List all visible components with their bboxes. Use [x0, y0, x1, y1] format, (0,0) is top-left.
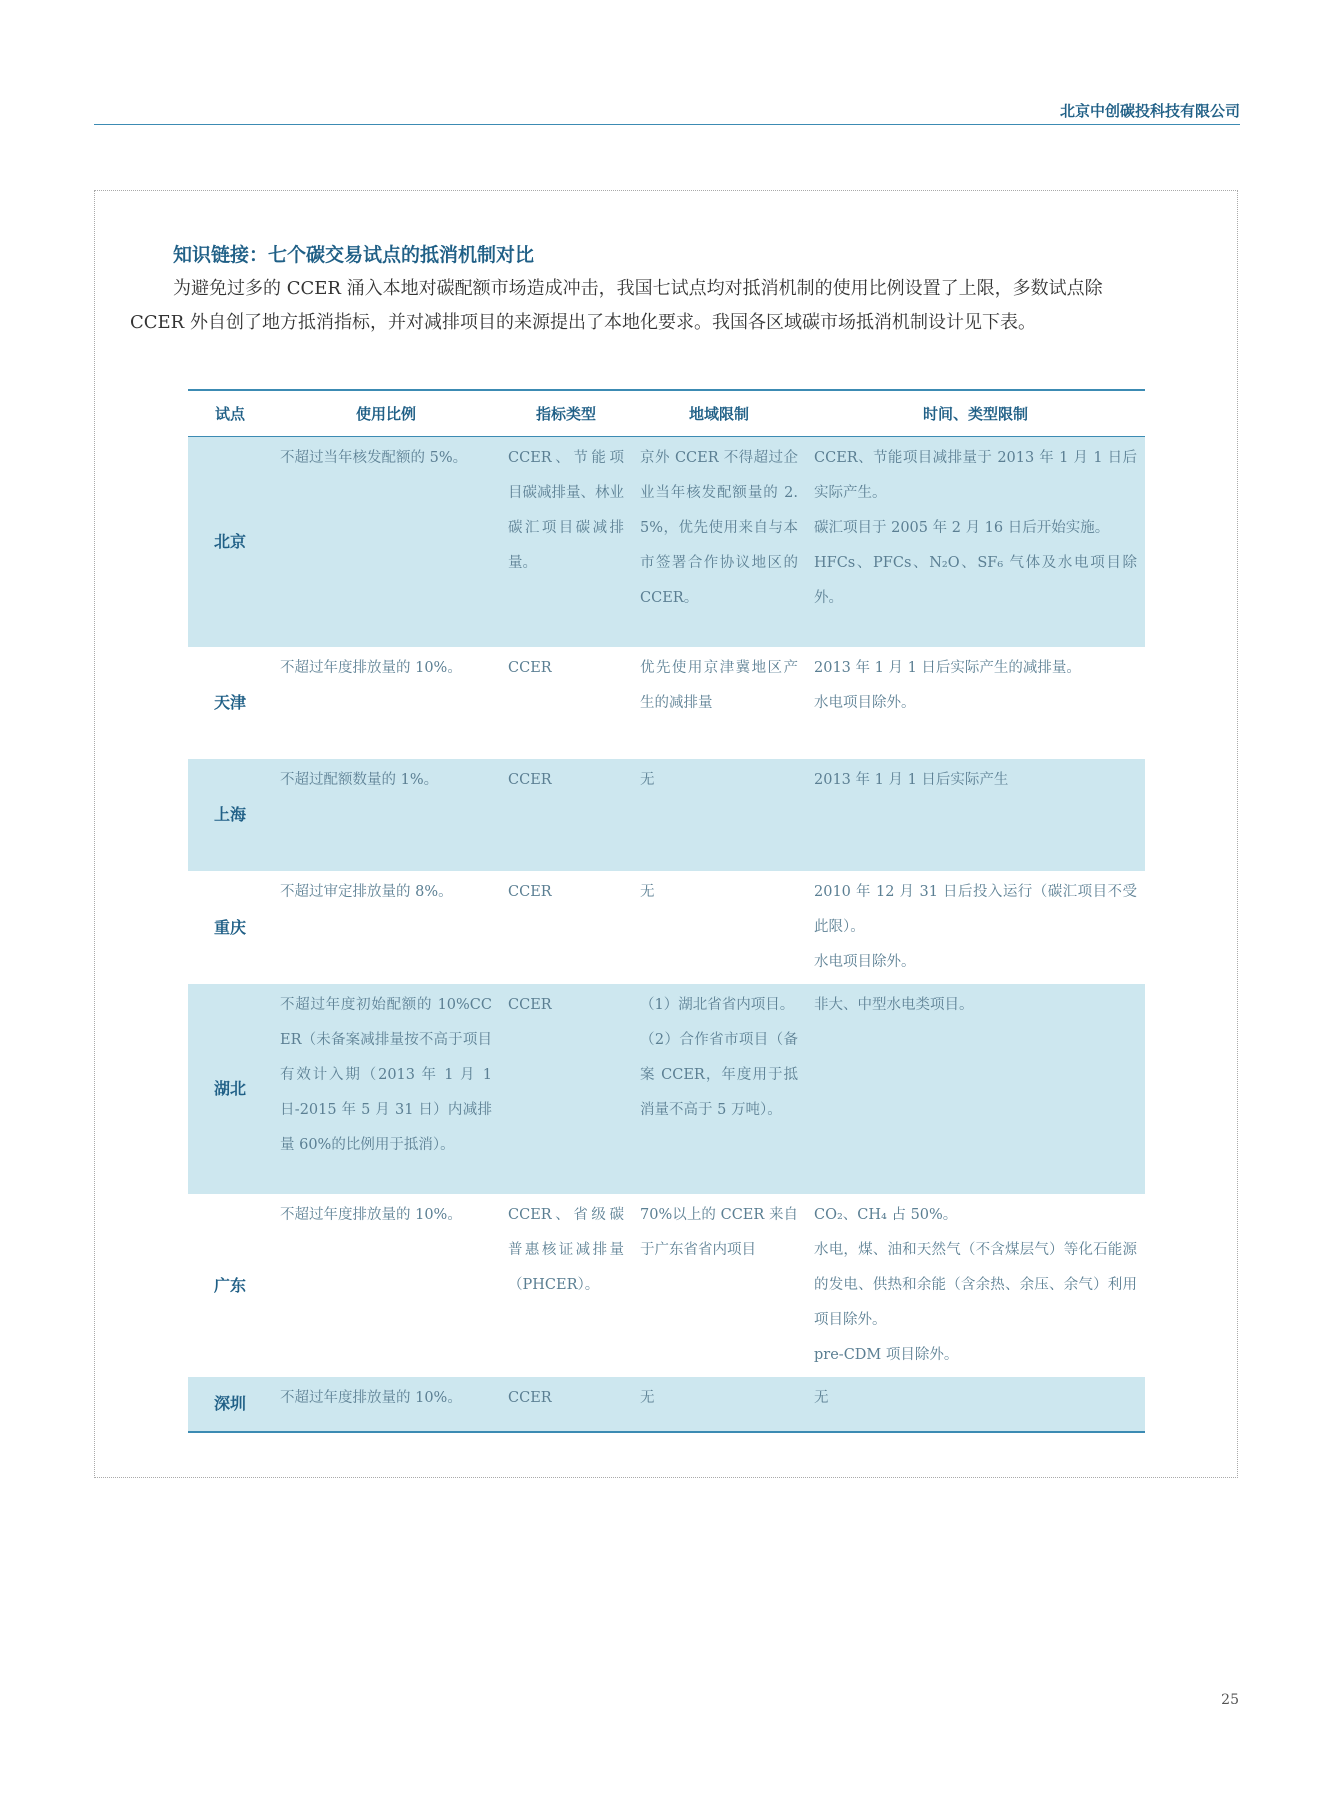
ratio-cell [272, 437, 500, 647]
type-text: CCER [508, 996, 552, 1013]
header-rule [94, 124, 1240, 125]
table-row [188, 1194, 1145, 1377]
table-row [188, 437, 1145, 647]
type-cell [500, 1194, 632, 1377]
pilot-city: 湖北 [188, 984, 272, 1194]
pilot-city: 上海 [188, 759, 272, 871]
ratio-cell [272, 759, 500, 871]
time-text: 2010 年 12 月 31 日后投入运行（碳汇项目不受此限）。 [814, 883, 1137, 935]
type-text: CCER [508, 1389, 552, 1406]
time-cell [806, 1377, 1145, 1432]
time-cell [806, 1194, 1145, 1377]
pilot-city: 重庆 [213, 917, 246, 937]
type-text: CCER [508, 659, 552, 676]
region-cell [632, 871, 806, 984]
type-cell [500, 647, 632, 759]
region-cell [632, 647, 806, 759]
region-text: （1）湖北省省内项目。 [640, 996, 795, 1013]
table-row [188, 759, 1145, 871]
region-text: （2）合作省市项目（备案 CCER，年度用于抵消量不高于 5 万吨）。 [640, 1031, 798, 1118]
type-cell [500, 984, 632, 1194]
time-text: 水电项目除外。 [814, 694, 916, 711]
ratio-text: 不超过年度排放量的 10%。 [280, 1389, 462, 1406]
time-cell [806, 647, 1145, 759]
region-cell [632, 437, 806, 647]
time-cell [806, 437, 1145, 647]
section-title: 知识链接：七个碳交易试点的抵消机制对比 [173, 244, 535, 266]
col-header-time: 时间、类型限制 [806, 390, 1145, 437]
offset-comparison-table [188, 389, 1145, 1433]
intro-line-2: CCER 外自创了地方抵消指标，并对减排项目的来源提出了本地化要求。我国各区域碳市场抵消机制设计见下表。 [130, 312, 1036, 333]
table-row [188, 871, 1145, 984]
region-text: 无 [640, 771, 655, 788]
pilot-city: 北京 [188, 437, 272, 647]
type-cell [500, 871, 632, 984]
ratio-cell [272, 871, 500, 984]
intro-line-1: 为避免过多的 CCER 涌入本地对碳配额市场造成冲击，我国七试点均对抵消机制的使用比例设置了上限，多数试点除 [173, 278, 1103, 299]
table-row [188, 1377, 1145, 1432]
region-cell [632, 1194, 806, 1377]
pilot-city: 广东 [213, 1275, 246, 1295]
type-text: CCER、节能项目碳减排量、林业碳汇项目碳减排量。 [508, 450, 624, 571]
ratio-text: 不超过审定排放量的 8%。 [280, 883, 453, 900]
type-text: CCER [508, 771, 552, 788]
time-text: 碳汇项目于 2005 年 2 月 16 日后开始实施。 [814, 520, 1110, 536]
time-text: 无 [814, 1389, 829, 1406]
region-text: 无 [640, 1389, 655, 1406]
pilot-city: 天津 [213, 693, 246, 712]
ratio-text: 不超过年度排放量的 10%。 [280, 1206, 462, 1223]
time-cell [806, 871, 1145, 984]
ratio-cell [272, 1377, 500, 1432]
col-header-ratio: 使用比例 [272, 390, 500, 437]
ratio-cell [272, 984, 500, 1194]
time-text: 2013 年 1 月 1 日后实际产生 [814, 771, 1009, 788]
type-cell [500, 759, 632, 871]
time-text: HFCs、PFCs、N₂O、SF₆ 气体及水电项目除外。 [814, 555, 1137, 606]
table-row [188, 984, 1145, 1194]
region-text: 无 [640, 883, 655, 900]
pilot-city: 深圳 [188, 1377, 272, 1432]
region-cell [632, 1377, 806, 1432]
type-cell [500, 437, 632, 647]
region-text: 70%以上的 CCER 来自于广东省省内项目 [640, 1206, 798, 1258]
time-cell [806, 759, 1145, 871]
table-row [188, 647, 1145, 759]
type-text: CCER [508, 883, 552, 900]
region-text: 京外 CCER 不得超过企业当年核发配额量的 2.5%，优先使用来自与本市签署合作协议地区的 CCER。 [640, 450, 798, 606]
intro-paragraph [130, 272, 1210, 340]
table-header-row [188, 390, 1145, 437]
ratio-text: 不超过当年核发配额的 5%。 [280, 450, 468, 466]
type-cell [500, 1377, 632, 1432]
ratio-cell [272, 647, 500, 759]
time-text: 水电，煤、油和天然气（不含煤层气）等化石能源的发电、供热和余能（含余热、余压、余气）利用项目除外。 [814, 1241, 1137, 1328]
ratio-text: 不超过配额数量的 1%。 [280, 771, 439, 788]
time-text: 非大、中型水电类项目。 [814, 996, 974, 1013]
company-name: 北京中创碳投科技有限公司 [1059, 102, 1240, 120]
region-cell [632, 984, 806, 1194]
time-text: 水电项目除外。 [814, 953, 916, 970]
time-cell [806, 984, 1145, 1194]
col-header-region: 地域限制 [632, 390, 806, 437]
time-text: 2013 年 1 月 1 日后实际产生的减排量。 [814, 659, 1081, 676]
col-header-type: 指标类型 [500, 390, 632, 437]
ratio-text: 不超过年度初始配额的 10%CCER（未备案减排量按不高于项目有效计入期（2013 年 1 月 1 日-2015 年 5 月 31 日）内减排量 60%的比例用于抵消）。 [280, 996, 492, 1153]
time-text: pre-CDM 项目除外。 [814, 1346, 959, 1363]
type-text: CCER、省级碳普惠核证减排量（PHCER）。 [508, 1206, 624, 1293]
region-text: 优先使用京津冀地区产生的减排量 [640, 659, 798, 711]
col-header-pilot: 试点 [188, 390, 272, 437]
time-text: CO₂、CH₄ 占 50%。 [814, 1206, 958, 1223]
region-cell [632, 759, 806, 871]
page-number: 25 [1221, 1692, 1239, 1708]
ratio-text: 不超过年度排放量的 10%。 [280, 659, 462, 676]
ratio-cell [272, 1194, 500, 1377]
time-text: CCER、节能项目减排量于 2013 年 1 月 1 日后实际产生。 [814, 450, 1137, 501]
